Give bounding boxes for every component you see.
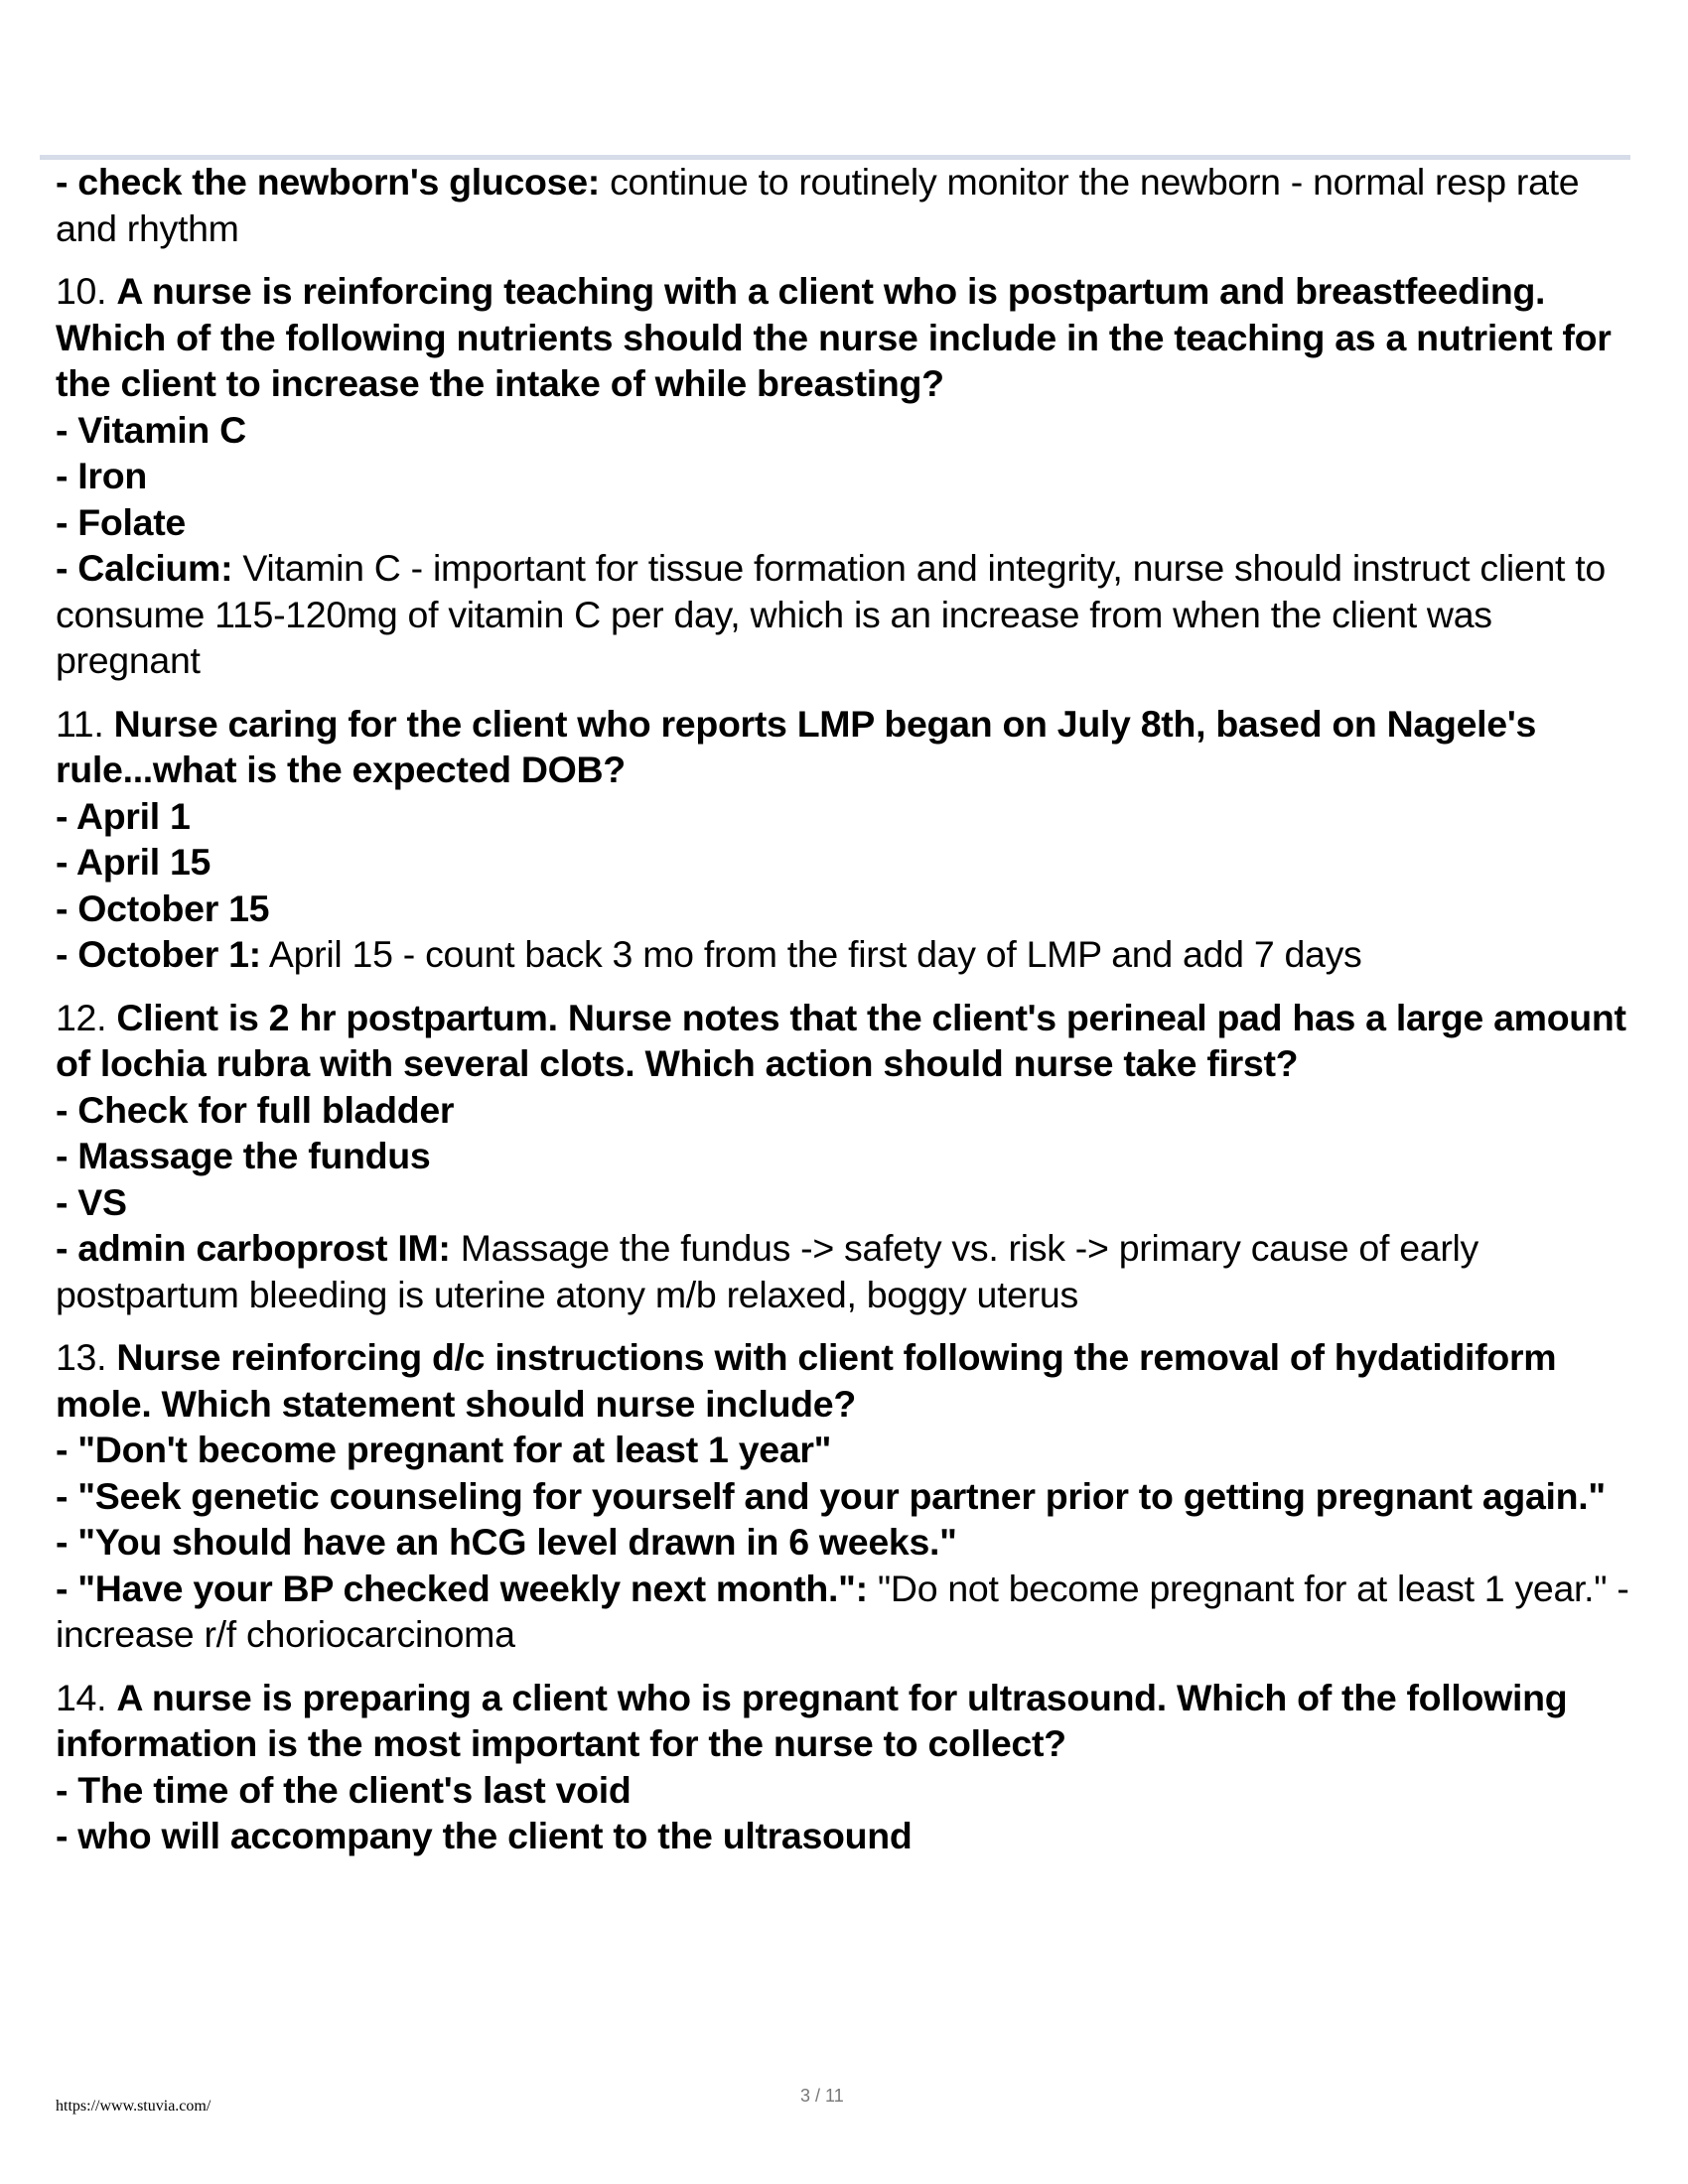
- text-line: [56, 1813, 1634, 1859]
- text-line: [56, 1473, 1634, 1520]
- text-line: [56, 1179, 1634, 1226]
- text-line: [56, 1225, 1634, 1317]
- text-line: [56, 268, 1634, 407]
- answer-text: 14.: [56, 1676, 117, 1718]
- page-number: 3 / 11: [800, 2086, 844, 2106]
- bold-text: - "Seek genetic counseling for yourself and your partner prior to getting pregnant again.": [56, 1474, 1606, 1517]
- bold-text: - Folate: [56, 500, 186, 543]
- bold-text: - check the newborn's glucose:: [56, 161, 600, 203]
- text-line: [56, 159, 1634, 251]
- bold-text: A nurse is preparing a client who is pregnant for ultrasound. Which of the following information is the most important for the nurse to collect?: [56, 1676, 1568, 1764]
- answer-text: "Do not become pregnant for at least 1 year." - increase r/f choriocarcinoma: [56, 1567, 1629, 1655]
- text-line: [56, 886, 1634, 932]
- question-block: [56, 1675, 1634, 1859]
- bold-text: - October 15: [56, 887, 270, 929]
- question-block: [56, 268, 1634, 684]
- bold-text: - April 1: [56, 794, 191, 837]
- bold-text: - admin carboprost IM:: [56, 1227, 451, 1269]
- text-line: [56, 1334, 1634, 1427]
- text-line: [56, 995, 1634, 1087]
- bold-text: - Calcium:: [56, 547, 233, 589]
- bold-text: - VS: [56, 1180, 127, 1223]
- bold-text: A nurse is reinforcing teaching with a client who is postpartum and breastfeeding. Which of the following nutrients should the nurse include in the teaching as a nutrient for the client to increase the intake of while breasting?: [56, 270, 1612, 404]
- question-block: [56, 1334, 1634, 1658]
- text-line: [56, 407, 1634, 454]
- answer-text: Massage the fundus -> safety vs. risk -> primary cause of early postpartum bleeding is uterine atony m/b relaxed, boggy uterus: [56, 1227, 1478, 1315]
- question-block: [56, 159, 1634, 251]
- text-line: [56, 931, 1634, 978]
- answer-text: 13.: [56, 1336, 117, 1378]
- bold-text: - who will accompany the client to the ultrasound: [56, 1815, 913, 1856]
- answer-text: 10.: [56, 270, 117, 312]
- text-line: [56, 701, 1634, 793]
- answer-text: Vitamin C - important for tissue formation and integrity, nurse should instruct client to consume 115-120mg of vitamin C per day, which is an increase from when the client was pregnant: [56, 547, 1606, 681]
- text-line: [56, 1675, 1634, 1767]
- bold-text: - Check for full bladder: [56, 1088, 455, 1131]
- text-line: [56, 1566, 1634, 1658]
- text-line: [56, 453, 1634, 499]
- bold-text: - Iron: [56, 455, 147, 496]
- text-line: [56, 1133, 1634, 1179]
- footer-url: https://www.stuvia.com/: [56, 2098, 211, 2115]
- bold-text: Nurse reinforcing d/c instructions with client following the removal of hydatidiform mole. Which statement should nurse include?: [56, 1336, 1557, 1425]
- text-line: [56, 1087, 1634, 1134]
- bold-text: Client is 2 hr postpartum. Nurse notes that the client's perineal pad has a large amount of lochia rubra with several clots. Which action should nurse take first?: [56, 996, 1626, 1084]
- text-line: [56, 793, 1634, 840]
- bold-text: - October 1:: [56, 933, 261, 975]
- text-line: [56, 1519, 1634, 1566]
- text-line: [56, 1427, 1634, 1473]
- bold-text: - The time of the client's last void: [56, 1768, 632, 1811]
- answer-text: 12.: [56, 996, 117, 1038]
- document-body: [56, 159, 1634, 1876]
- question-block: [56, 701, 1634, 978]
- bold-text: - "You should have an hCG level drawn in 6 weeks.": [56, 1521, 957, 1563]
- answer-text: continue to routinely monitor the newborn - normal resp rate and rhythm: [56, 161, 1580, 249]
- bold-text: - Massage the fundus: [56, 1135, 431, 1176]
- bold-text: Nurse caring for the client who reports LMP began on July 8th, based on Nagele's rule...what is the expected DOB?: [56, 702, 1536, 790]
- bold-text: - April 15: [56, 841, 211, 883]
- bold-text: - "Don't become pregnant for at least 1 year": [56, 1429, 832, 1470]
- answer-text: 11.: [56, 702, 114, 745]
- text-line: [56, 1767, 1634, 1814]
- text-line: [56, 499, 1634, 546]
- bold-text: - Vitamin C: [56, 408, 246, 451]
- text-line: [56, 839, 1634, 886]
- answer-text: April 15 - count back 3 mo from the first day of LMP and add 7 days: [260, 933, 1362, 975]
- question-block: [56, 995, 1634, 1318]
- text-line: [56, 545, 1634, 684]
- bold-text: - "Have your BP checked weekly next month.":: [56, 1567, 868, 1609]
